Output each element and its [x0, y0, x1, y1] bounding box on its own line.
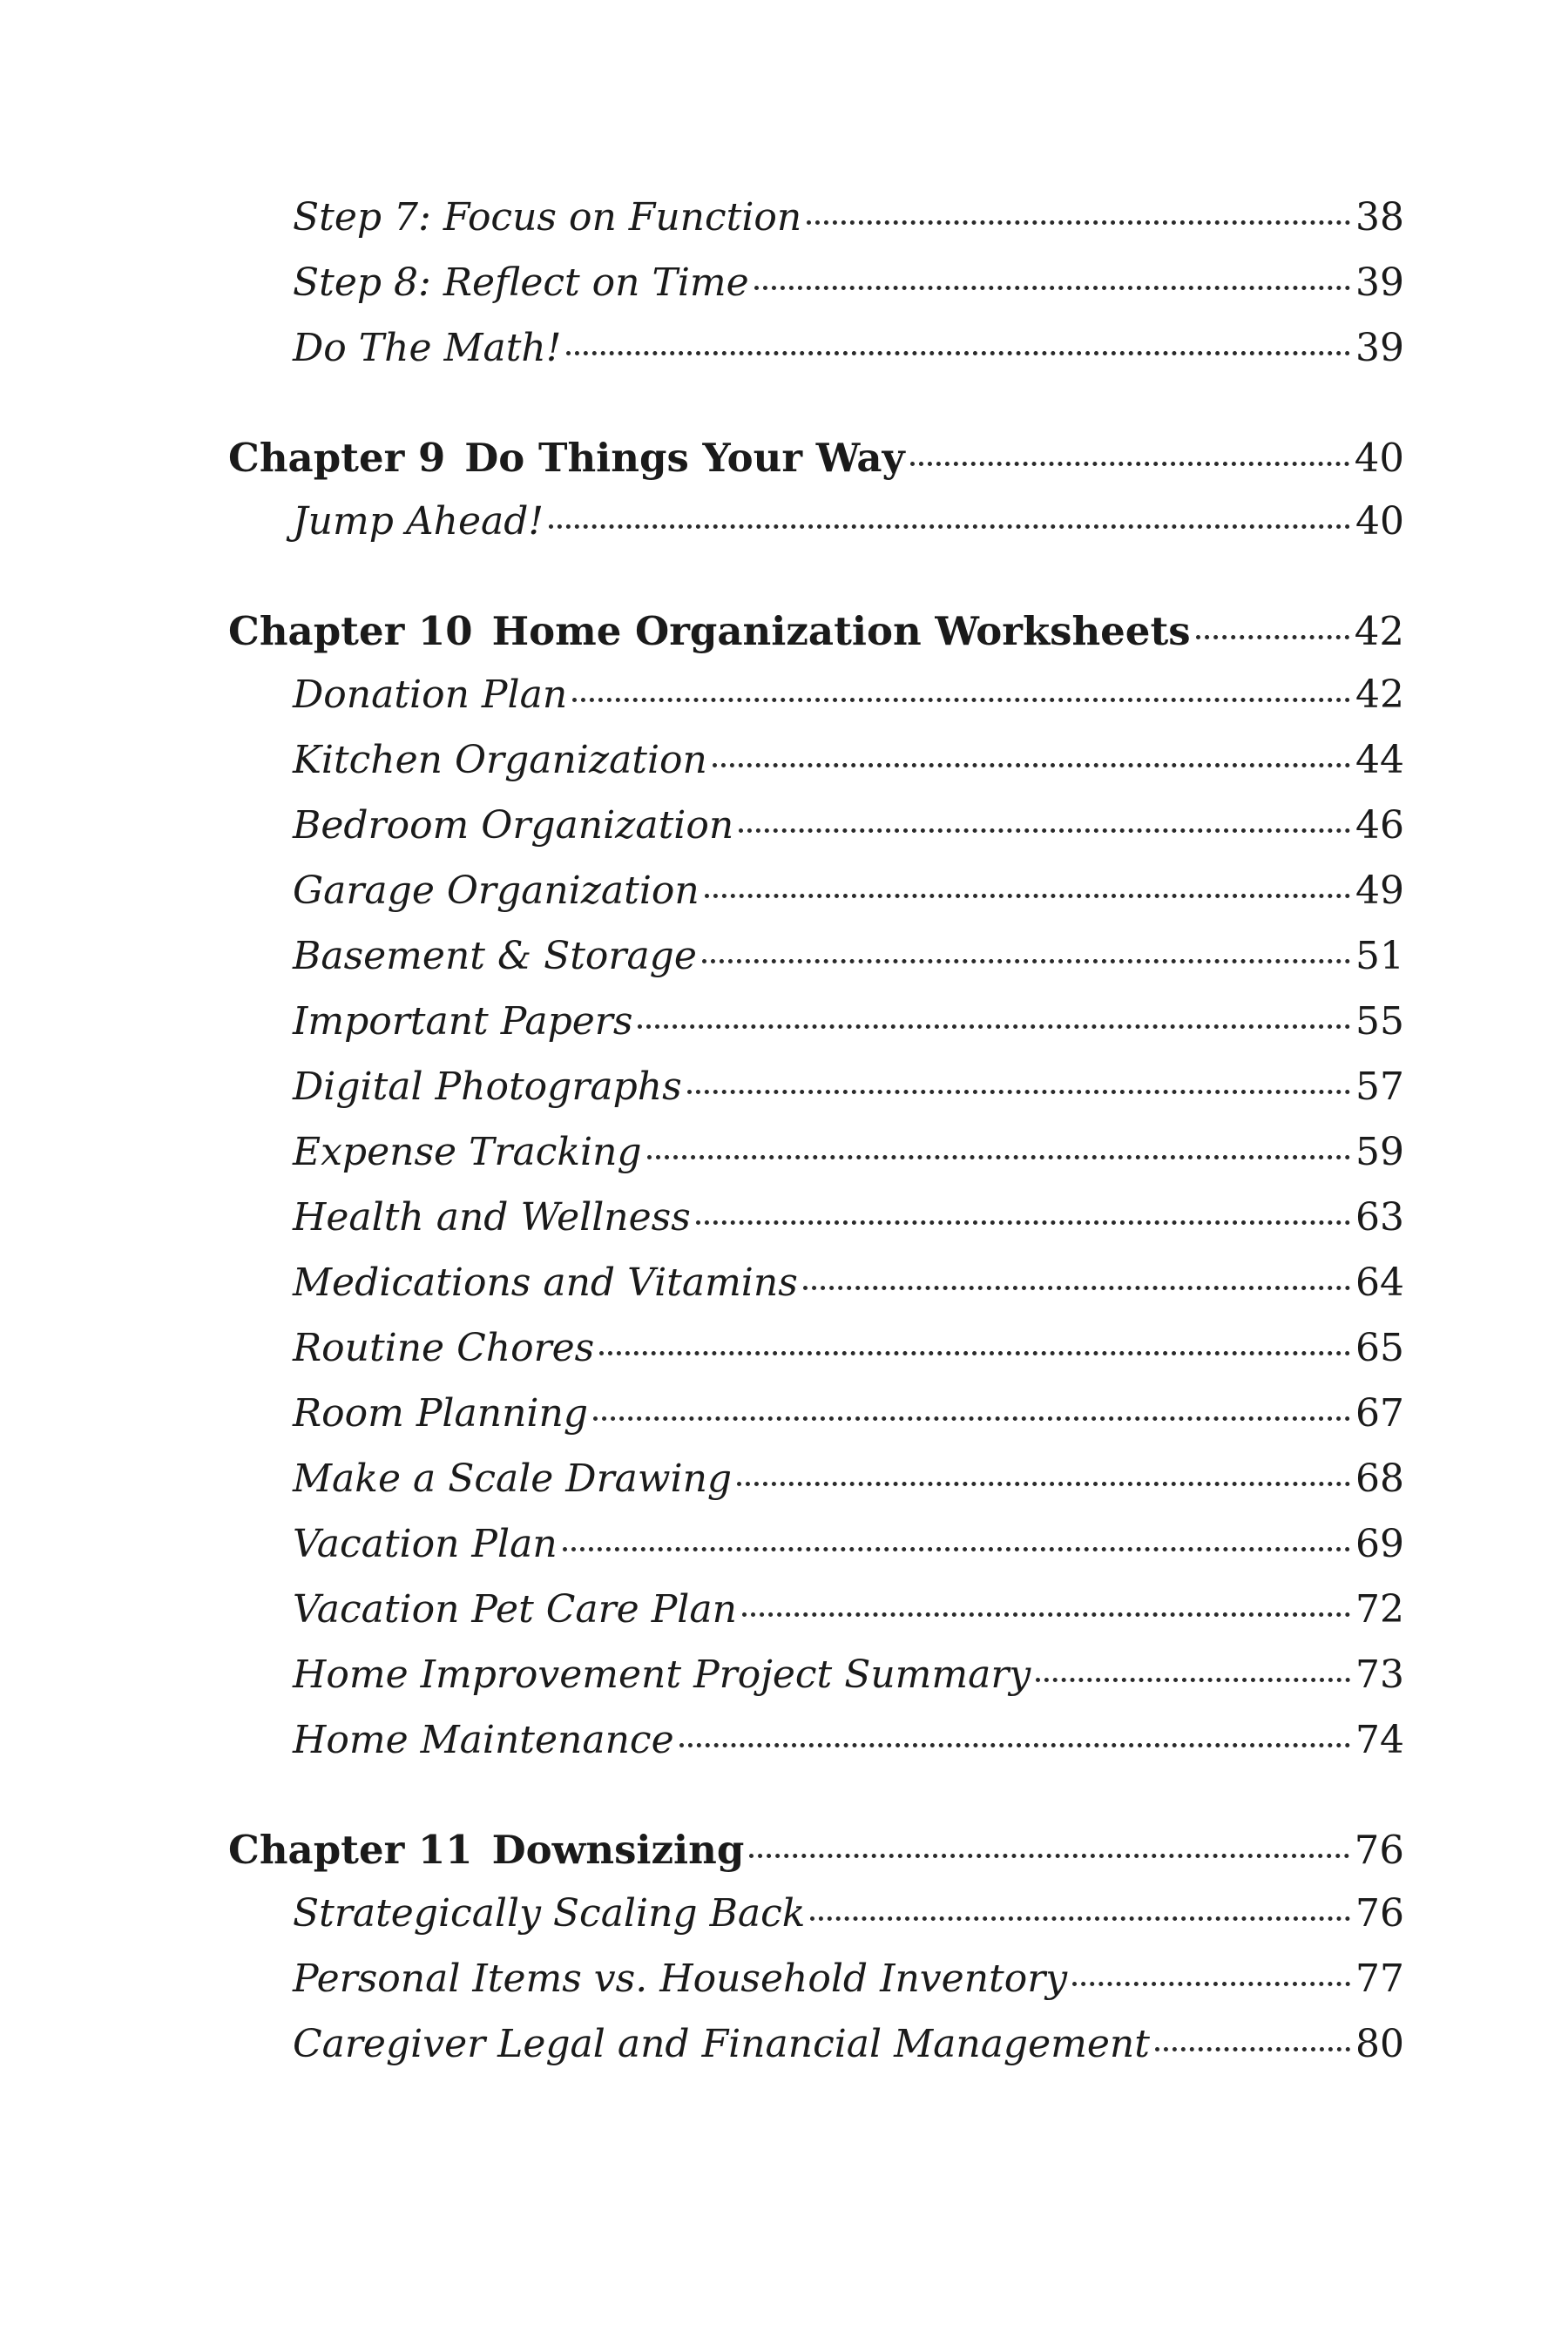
chapter-page: 76 [1354, 1827, 1404, 1873]
toc-entry[interactable] [228, 2022, 1404, 2091]
chapter-page: 42 [1354, 608, 1404, 654]
table-of-contents [228, 195, 1404, 2091]
toc-entry[interactable] [228, 1718, 1404, 1787]
toc-entry-title: Kitchen Organization [293, 738, 707, 782]
toc-entry[interactable] [228, 499, 1404, 568]
toc-entry-page: 55 [1355, 999, 1404, 1044]
toc-entry-title: Home Maintenance [293, 1718, 674, 1762]
toc-entry-page: 42 [1355, 672, 1404, 717]
dot-leader [713, 763, 1350, 767]
toc-entry[interactable] [228, 1260, 1404, 1329]
dot-leader [647, 1155, 1350, 1159]
toc-entry[interactable] [228, 195, 1404, 264]
toc-entry-page: 38 [1355, 195, 1404, 240]
chapter-title: Do Things Your Way [464, 435, 905, 481]
toc-chapter-10[interactable] [228, 608, 1404, 676]
chapter-number: Chapter 9 [228, 435, 446, 481]
toc-entry[interactable] [228, 1891, 1404, 1960]
toc-entry-title: Do The Math! [293, 326, 562, 370]
dot-leader [572, 698, 1350, 702]
toc-entry[interactable] [228, 934, 1404, 1003]
toc-entry-title: Garage Organization [293, 868, 700, 913]
toc-entry-page: 39 [1355, 260, 1404, 305]
chapter-11-entries [228, 1891, 1404, 2091]
chapter-10-entries [228, 672, 1404, 1787]
toc-entry[interactable] [228, 868, 1404, 937]
dot-leader [638, 1024, 1350, 1029]
chapter-number: Chapter 11 [228, 1827, 473, 1873]
toc-entry-title: Home Improvement Project Summary [293, 1652, 1031, 1697]
toc-entry-title: Expense Tracking [293, 1130, 642, 1174]
toc-entry-title: Health and Wellness [293, 1195, 691, 1240]
toc-entry-title: Caregiver Legal and Financial Management [293, 2022, 1150, 2066]
toc-entry[interactable] [228, 999, 1404, 1068]
toc-entry[interactable] [228, 1326, 1404, 1395]
toc-entry-title: Strategically Scaling Back [293, 1891, 806, 1936]
toc-entry[interactable] [228, 1456, 1404, 1525]
toc-entry[interactable] [228, 1130, 1404, 1199]
toc-chapter-9[interactable] [228, 435, 1404, 503]
toc-entry[interactable] [228, 326, 1404, 395]
dot-leader [742, 1612, 1350, 1617]
toc-entry[interactable] [228, 672, 1404, 741]
toc-entry-page: 63 [1355, 1195, 1404, 1240]
toc-entry-page: 72 [1355, 1587, 1404, 1632]
toc-entry[interactable] [228, 1064, 1404, 1133]
toc-entry-title: Vacation Pet Care Plan [293, 1587, 737, 1632]
dot-leader [810, 1916, 1350, 1921]
toc-entry-page: 65 [1355, 1326, 1404, 1370]
chapter-page: 40 [1354, 435, 1404, 481]
dot-leader [749, 1854, 1348, 1858]
toc-entry-title: Medications and Vitamins [293, 1260, 798, 1305]
toc-entry-page: 73 [1355, 1652, 1404, 1697]
toc-entry-page: 80 [1355, 2022, 1404, 2066]
toc-entry[interactable] [228, 260, 1404, 329]
toc-entry-page: 69 [1355, 1522, 1404, 1566]
dot-leader [1196, 635, 1349, 639]
dot-leader [754, 286, 1350, 290]
toc-entry-page: 68 [1355, 1456, 1404, 1501]
dot-leader [737, 1482, 1350, 1486]
dot-leader [687, 1090, 1350, 1094]
toc-entry-title: Bedroom Organization [293, 803, 734, 848]
dot-leader [705, 894, 1350, 898]
toc-entry-page: 46 [1355, 803, 1404, 848]
dot-leader [696, 1220, 1350, 1225]
toc-entry-page: 39 [1355, 326, 1404, 370]
toc-entry-title: Step 7: Focus on Function [293, 195, 802, 240]
dot-leader [593, 1416, 1350, 1421]
dot-leader [739, 828, 1350, 833]
toc-entry-title: Jump Ahead! [293, 499, 544, 544]
chapter-title: Downsizing [491, 1827, 745, 1873]
toc-entry-page: 77 [1355, 1957, 1404, 2001]
dot-leader [910, 462, 1349, 466]
chapter-heading [228, 1827, 745, 1873]
toc-entry-page: 74 [1355, 1718, 1404, 1762]
toc-entry-page: 76 [1355, 1891, 1404, 1936]
toc-entry-title: Vacation Plan [293, 1522, 558, 1566]
chapter-heading [228, 435, 905, 481]
toc-entry-page: 57 [1355, 1064, 1404, 1109]
dot-leader [1155, 2047, 1350, 2051]
chapter-title: Home Organization Worksheets [491, 608, 1191, 654]
toc-entry-page: 49 [1355, 868, 1404, 913]
toc-entry-page: 67 [1355, 1391, 1404, 1436]
toc-entry-title: Basement & Storage [293, 934, 697, 978]
toc-entry[interactable] [228, 1391, 1404, 1460]
toc-entry-title: Digital Photographs [293, 1064, 682, 1109]
toc-entry-page: 59 [1355, 1130, 1404, 1174]
toc-entry[interactable] [228, 1522, 1404, 1591]
chapter-heading [228, 608, 1191, 654]
dot-leader [679, 1743, 1350, 1747]
dot-leader [807, 220, 1350, 225]
toc-chapter-11[interactable] [228, 1827, 1404, 1895]
toc-entry-page: 64 [1355, 1260, 1404, 1305]
toc-entry-title: Make a Scale Drawing [293, 1456, 733, 1501]
toc-entry[interactable] [228, 1957, 1404, 2025]
dot-leader [599, 1351, 1350, 1355]
toc-entry-title: Personal Items vs. Household Inventory [293, 1957, 1068, 2001]
dot-leader [549, 524, 1350, 529]
dot-leader [1036, 1678, 1350, 1682]
dot-leader [1072, 1982, 1350, 1986]
chapter-number: Chapter 10 [228, 608, 473, 654]
toc-entry-title: Routine Chores [293, 1326, 595, 1370]
toc-entry[interactable] [228, 1652, 1404, 1721]
toc-entry-title: Donation Plan [293, 672, 568, 717]
toc-entry-title: Room Planning [293, 1391, 588, 1436]
toc-entry-page: 51 [1355, 934, 1404, 978]
dot-leader [566, 351, 1350, 355]
dot-leader [803, 1286, 1350, 1290]
toc-entry[interactable] [228, 1587, 1404, 1656]
toc-entry-page: 40 [1355, 499, 1404, 544]
dot-leader [702, 959, 1350, 963]
dot-leader [563, 1547, 1350, 1551]
toc-entry-page: 44 [1355, 738, 1404, 782]
toc-entry[interactable] [228, 803, 1404, 872]
toc-entry-title: Important Papers [293, 999, 633, 1044]
toc-entry[interactable] [228, 1195, 1404, 1264]
toc-entry[interactable] [228, 738, 1404, 807]
toc-entry-title: Step 8: Reflect on Time [293, 260, 749, 305]
